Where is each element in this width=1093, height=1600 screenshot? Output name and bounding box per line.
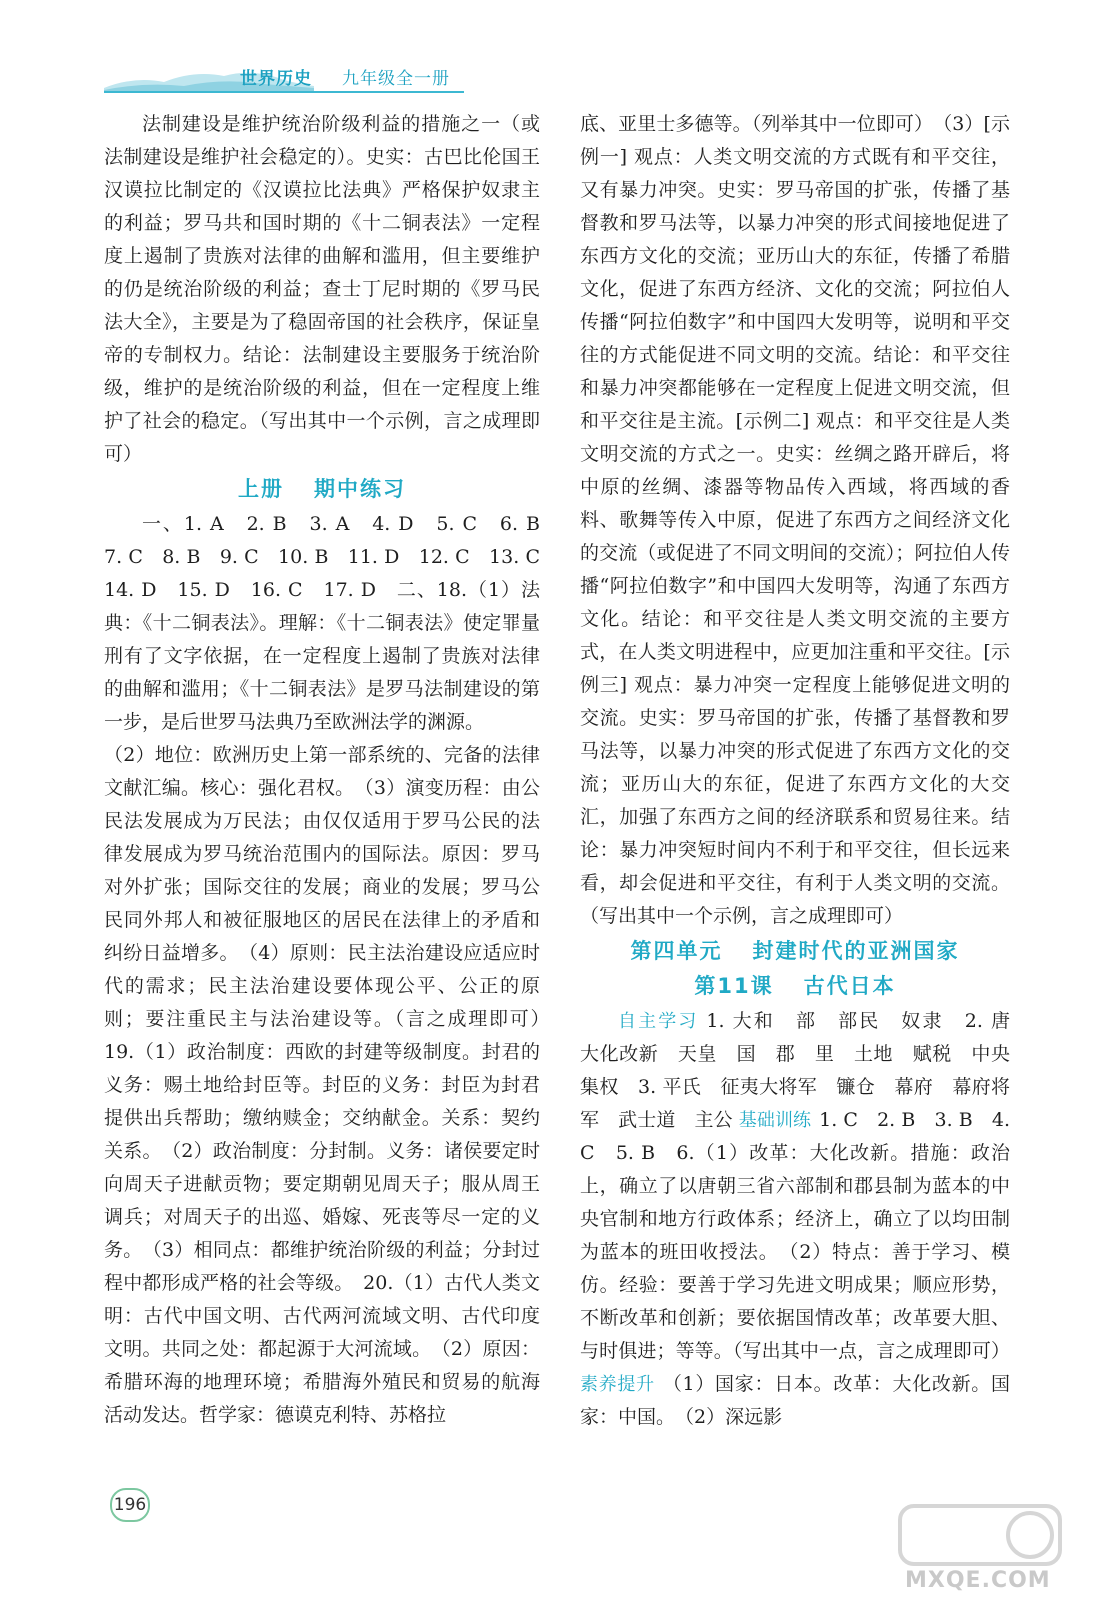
answer-paragraph: 底、亚里士多德等。（列举其中一位即可） （3）[示例一] 观点：人类文明交流的方式既有和平交往，又有暴力冲突。史实：罗马帝国的扩张，传播了基督教和罗马法等，以暴力冲突的形式间接地促进了东西方文化的交流；亚历山大的东征，传播了希腊文化，促进了东西方经济、文化的交流；阿拉伯人传播“阿拉伯数字”和中国四大发明等，说明和平交往的方式能促进不同文明的交流。结论：和平交往和暴力冲突都能够在一定程度上促进文明交流，但和平交往是主流。[示例二] 观点：和平交往是人类文明交流的方式之一。史实：丝绸之路开辟后，将中原的丝绸、漆器等物品传入西域，将西域的香料、歌舞等传入中原，促进了东西方之间经济文化的交流（或促进了不同文明间的交流）；阿拉伯人传播“阿拉伯数字”和中国四大发明等，沟通了东西方文化。结论：和平交往是人类文明交流的主要方式，在人类文明进程中，应更加注重和平交往。[示例三] 观点：暴力冲突一定程度上能够促进文明的交流。史实：罗马帝国的扩张，传播了基督教和罗马法等，以暴力冲突的形式促进了东西方文化的交流；亚历山大的东征，促进了东西方文化的大交汇，加强了东西方之间的经济联系和贸易往来。结论：暴力冲突短时间内不利于和平交往，但长远来看，却会促进和平交往，有利于人类文明的交流。（写出其中一个示例，言之成理即可） (580, 113, 1010, 927)
left-column (104, 108, 560, 1432)
answer-paragraph (580, 1005, 1030, 1434)
answer-paragraph: 法制建设是维护统治阶级利益的措施之一（或法制建设是维护社会稳定的）。史实：古巴比伦国王汉谟拉比制定的《汉谟拉比法典》严格保护奴隶主的利益；罗马共和国时期的《十二铜表法》一定程度上遏制了贵族对法律的曲解和滥用，但主要维护的仍是统治阶级的利益；查士丁尼时期的《罗马民法大全》，主要是为了稳固帝国的社会秩序，保证皇帝的专制权力。结论：法制建设主要服务于统治阶级，维护的是统治阶级的利益，但在一定程度上维护了社会的稳定。（写出其中一个示例，言之成理即可） (104, 113, 540, 465)
unit-name: 封建时代的亚洲国家 (752, 939, 960, 963)
page-number: 196 (110, 1488, 150, 1522)
right-column (580, 108, 1030, 1434)
tag-basic-training: 基础训练 (738, 1110, 812, 1131)
answer-text: 1. C 2. B 3. B 4. C 5. B 6.（1）改革：大化改新。措施：政治上，确立了以唐朝三省六部制和郡县制为蓝本的中央官制和地方行政体系；经济上，确立了以均田制为蓝本的班田收授法。 （2）特点：善于学习、模仿。经验：要善于学习先进文明成果；顺应形势，不断改革和创新；要依据国情改革；改革要大胆、与时俱进；等等。（写出其中一点，言之成理即可） (580, 1109, 1010, 1362)
header-grade: 九年级全一册 (342, 69, 450, 89)
section-title (104, 473, 540, 506)
section-title-volume: 上册 (238, 477, 284, 501)
answer-paragraph: 一、1. A 2. B 3. A 4. D 5. C 6. B 7. C 8. B 9. C 10. B 11. D 12. C 13. C 14. D 15. D 16. C 17. D 二、18.（1）法典：《十二铜表法》。理解：《十二铜表法》使定罪量刑有了文字依据，在一定程度上遏制了贵族对法律的曲解和滥用；《十二铜表法》是罗马法制建设的第一步，是后世罗马法典乃至欧洲法学的渊源。 (104, 513, 560, 733)
header-subject: 世界历史 (240, 69, 312, 89)
watermark-text: MXQE.COM (905, 1568, 1051, 1593)
tag-self-study: 自主学习 (618, 1011, 699, 1032)
unit-number: 第四单元 (630, 939, 723, 963)
answer-text: （1）国家：日本。改革：大化改新。国家：中国。 （2）深远影 (580, 1373, 1011, 1428)
unit-title (580, 935, 1010, 968)
header-rule (104, 91, 464, 93)
lesson-number: 第11课 (694, 974, 774, 998)
lesson-title (580, 970, 1010, 1003)
lesson-name: 古代日本 (803, 974, 896, 998)
tag-literacy: 素养提升 (580, 1374, 655, 1395)
section-title-name: 期中练习 (314, 477, 406, 501)
page-header (0, 0, 1093, 100)
answer-paragraph: （2）地位：欧洲历史上第一部系统的、完备的法律文献汇编。核心：强化君权。 （3）演变历程：由公民法发展成为万民法；由仅仅适用于罗马公民的法律发展成为罗马统治范围内的国际法。原因：罗马对外扩张；国际交往的发展；商业的发展；罗马公民同外邦人和被征服地区的居民在法律上的矛盾和纠纷日益增多。 （4）原则：民主法治建设应适应时代的需求；民主法治建设要体现公平、公正的原则；要注重民主与法治建设等。（言之成理即可） 19.（1）政治制度：西欧的封建等级制度。封君的义务：赐土地给封臣等。封臣的义务：封臣为封君提供出兵帮助；缴纳赎金；交纳献金。关系：契约关系。 （2）政治制度：分封制。义务：诸侯要定时向周天子进献贡物；要定期朝见周天子；服从周王调兵；对周天子的出巡、婚嫁、死丧等尽一定的义务。 （3）相同点：都维护统治阶级的利益；分封过程中都形成严格的社会等级。 20.（1）古代人类文明：古代中国文明、古代两河流域文明、古代印度文明。共同之处：都起源于大河流域。 （2）原因：希腊环海的地理环境；希腊海外殖民和贸易的航海活动发达。哲学家：德谟克利特、苏格拉 (104, 744, 560, 1426)
answer-text: 1. 大和 部 部民 奴隶 2. 唐 大化改新 天皇 国 郡 里 土地 赋税 中央集权 3. 平氏 征夷大将军 镰仓 幕府 幕府将军 武士道 主公 (580, 1010, 1030, 1131)
